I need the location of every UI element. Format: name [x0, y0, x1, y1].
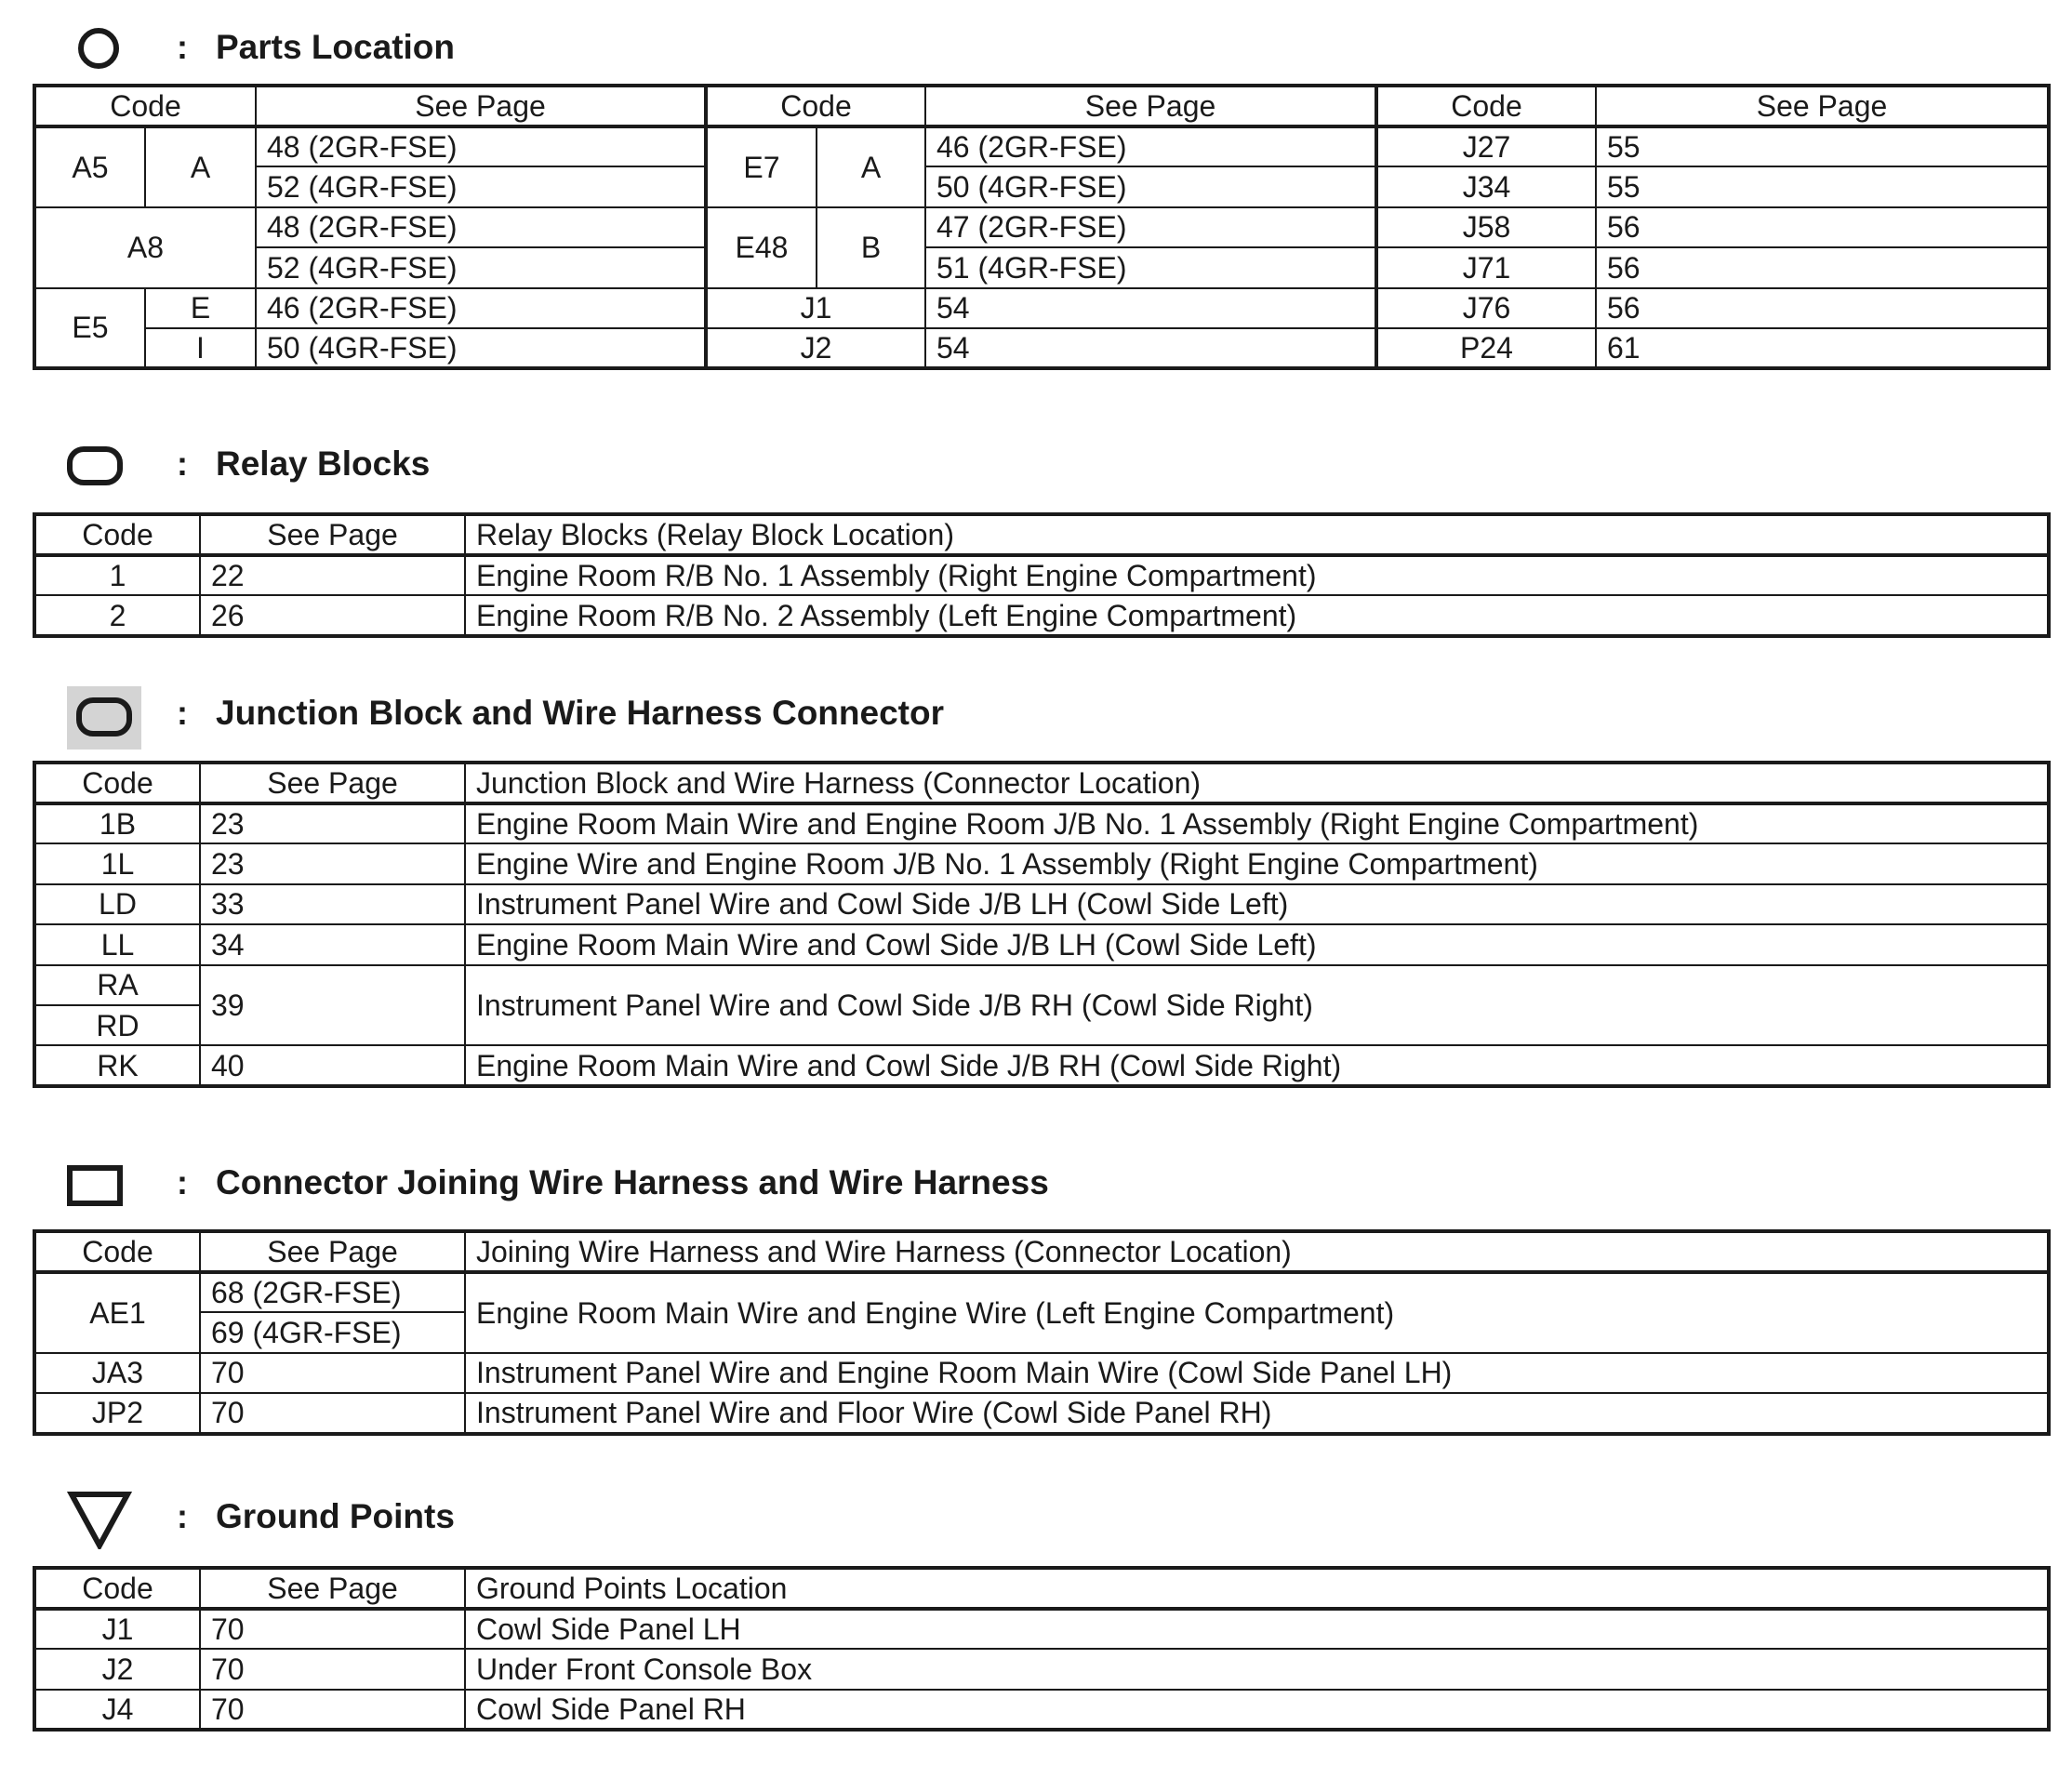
sub-code-cell: B: [817, 207, 925, 288]
page-cell: 23: [200, 843, 465, 883]
header-see-page: See Page: [256, 86, 706, 126]
page-cell: 46 (2GR-FSE): [925, 126, 1376, 166]
page-cell: 48 (2GR-FSE): [256, 126, 706, 166]
description-cell: Engine Room Main Wire and Engine Wire (Left Engine Compartment): [465, 1272, 2049, 1353]
page-cell: 48 (2GR-FSE): [256, 207, 706, 247]
code-cell: J1: [706, 288, 925, 328]
description-cell: Engine Room Main Wire and Cowl Side J/B LH (Cowl Side Left): [465, 924, 2049, 964]
rectangle-icon: [67, 1165, 123, 1206]
page-cell: 68 (2GR-FSE): [200, 1272, 465, 1312]
connector-table: [33, 1229, 2051, 1436]
table-row: [34, 1353, 2049, 1393]
description-cell: Engine Room Main Wire and Cowl Side J/B RH (Cowl Side Right): [465, 1045, 2049, 1085]
page-cell: 70: [200, 1393, 465, 1433]
circle-icon: [78, 28, 119, 69]
section-title: Ground Points: [216, 1497, 455, 1535]
code-cell: J27: [1376, 126, 1596, 166]
page-cell: 56: [1596, 207, 2049, 247]
header-code: Code: [34, 1231, 200, 1272]
header-description: Junction Block and Wire Harness (Connector Location): [465, 763, 2049, 803]
ground-points-heading: [0, 1490, 1302, 1546]
code-cell: 2: [34, 595, 200, 635]
junction-block-heading: [0, 686, 1302, 742]
table-row: [34, 247, 2049, 287]
code-cell: JA3: [34, 1353, 200, 1393]
page-cell: 55: [1596, 166, 2049, 206]
description-cell: Cowl Side Panel LH: [465, 1609, 2049, 1649]
page-cell: 61: [1596, 328, 2049, 368]
code-cell: J2: [706, 328, 925, 368]
colon: :: [177, 28, 188, 66]
table-row: [34, 1690, 2049, 1730]
code-cell: E48: [706, 207, 817, 288]
sub-code-cell: A: [145, 126, 256, 207]
sub-code-cell: A: [817, 126, 925, 207]
header-description: Relay Blocks (Relay Block Location): [465, 514, 2049, 555]
parts-location-table: [33, 84, 2051, 370]
description-cell: Instrument Panel Wire and Engine Room Main Wire (Cowl Side Panel LH): [465, 1353, 2049, 1393]
header-see-page: See Page: [200, 514, 465, 555]
page-cell: 33: [200, 884, 465, 924]
ground-points-table: [33, 1566, 2051, 1732]
code-cell: RA: [34, 965, 200, 1005]
header-code: Code: [34, 763, 200, 803]
section-title: Junction Block and Wire Harness Connector: [216, 694, 944, 732]
code-cell: AE1: [34, 1272, 200, 1353]
code-cell: J34: [1376, 166, 1596, 206]
description-cell: Instrument Panel Wire and Cowl Side J/B LH (Cowl Side Left): [465, 884, 2049, 924]
page-cell: 52 (4GR-FSE): [256, 247, 706, 287]
table-row: [34, 1272, 2049, 1312]
page-cell: 23: [200, 803, 465, 843]
code-cell: 1: [34, 555, 200, 595]
page-cell: 54: [925, 328, 1376, 368]
header-code: Code: [34, 1568, 200, 1609]
code-cell: 1B: [34, 803, 200, 843]
page-cell: 69 (4GR-FSE): [200, 1312, 465, 1352]
page-cell: 54: [925, 288, 1376, 328]
section-title: Relay Blocks: [216, 444, 431, 483]
header-see-page: See Page: [200, 1568, 465, 1609]
page-cell: 55: [1596, 126, 2049, 166]
table-row: [34, 166, 2049, 206]
header-code: Code: [34, 86, 256, 126]
header-code: Code: [706, 86, 925, 126]
page-cell: 56: [1596, 288, 2049, 328]
code-cell: J2: [34, 1649, 200, 1689]
table-row: [34, 1045, 2049, 1085]
code-cell: J76: [1376, 288, 1596, 328]
code-cell: J4: [34, 1690, 200, 1730]
code-cell: E5: [34, 288, 145, 369]
table-row: [34, 288, 2049, 328]
code-cell: LL: [34, 924, 200, 964]
description-cell: Cowl Side Panel RH: [465, 1690, 2049, 1730]
code-cell: 1L: [34, 843, 200, 883]
connector-heading: [0, 1156, 1302, 1212]
code-cell: E7: [706, 126, 817, 207]
page-cell: 70: [200, 1649, 465, 1689]
page-cell: 22: [200, 555, 465, 595]
description-cell: Engine Room R/B No. 1 Assembly (Right Engine Compartment): [465, 555, 2049, 595]
code-cell: P24: [1376, 328, 1596, 368]
junction-block-table: [33, 761, 2051, 1088]
shaded-rounded-rect-icon: [67, 686, 141, 750]
table-row: [34, 1609, 2049, 1649]
header-see-page: See Page: [1596, 86, 2049, 126]
page-cell: 50 (4GR-FSE): [925, 166, 1376, 206]
triangle-down-icon: [67, 1490, 132, 1549]
sub-code-cell: I: [145, 328, 256, 368]
colon: :: [177, 694, 188, 732]
page-cell: 26: [200, 595, 465, 635]
table-row: [34, 1649, 2049, 1689]
header-see-page: See Page: [925, 86, 1376, 126]
table-row: [34, 555, 2049, 595]
table-row: [34, 965, 2049, 1005]
code-cell: J58: [1376, 207, 1596, 247]
table-row: [34, 595, 2049, 635]
description-cell: Under Front Console Box: [465, 1649, 2049, 1689]
code-cell: J71: [1376, 247, 1596, 287]
page-cell: 47 (2GR-FSE): [925, 207, 1376, 247]
code-cell: RD: [34, 1005, 200, 1045]
code-cell: RK: [34, 1045, 200, 1085]
description-cell: Instrument Panel Wire and Floor Wire (Cowl Side Panel RH): [465, 1393, 2049, 1433]
relay-blocks-table: [33, 512, 2051, 638]
page-cell: 51 (4GR-FSE): [925, 247, 1376, 287]
description-cell: Engine Room Main Wire and Engine Room J/B No. 1 Assembly (Right Engine Compartment): [465, 803, 2049, 843]
header-description: Ground Points Location: [465, 1568, 2049, 1609]
section-title: Connector Joining Wire Harness and Wire Harness: [216, 1163, 1049, 1201]
header-code: Code: [34, 514, 200, 555]
header-see-page: See Page: [200, 1231, 465, 1272]
code-cell: J1: [34, 1609, 200, 1649]
relay-blocks-heading: [0, 437, 1302, 493]
page-cell: 50 (4GR-FSE): [256, 328, 706, 368]
description-cell: Engine Wire and Engine Room J/B No. 1 Assembly (Right Engine Compartment): [465, 843, 2049, 883]
table-row: [34, 1393, 2049, 1433]
header-description: Joining Wire Harness and Wire Harness (Connector Location): [465, 1231, 2049, 1272]
colon: :: [177, 1163, 188, 1201]
page-cell: 46 (2GR-FSE): [256, 288, 706, 328]
header-see-page: See Page: [200, 763, 465, 803]
table-row: [34, 843, 2049, 883]
page-cell: 70: [200, 1353, 465, 1393]
code-cell: A5: [34, 126, 145, 207]
table-row: [34, 328, 2049, 368]
colon: :: [177, 1497, 188, 1535]
table-row: [34, 924, 2049, 964]
section-title: Parts Location: [216, 28, 455, 66]
page-cell: 40: [200, 1045, 465, 1085]
table-row: [34, 884, 2049, 924]
code-cell: LD: [34, 884, 200, 924]
page-cell: 52 (4GR-FSE): [256, 166, 706, 206]
page-cell: 56: [1596, 247, 2049, 287]
table-row: [34, 126, 2049, 166]
code-cell: A8: [34, 207, 256, 288]
description-cell: Instrument Panel Wire and Cowl Side J/B RH (Cowl Side Right): [465, 965, 2049, 1046]
page-cell: 70: [200, 1609, 465, 1649]
table-row: [34, 803, 2049, 843]
description-cell: Engine Room R/B No. 2 Assembly (Left Engine Compartment): [465, 595, 2049, 635]
parts-location-heading: [0, 20, 1302, 76]
colon: :: [177, 444, 188, 483]
code-cell: JP2: [34, 1393, 200, 1433]
table-row: [34, 207, 2049, 247]
rounded-rect-icon: [67, 446, 123, 485]
sub-code-cell: E: [145, 288, 256, 328]
page-cell: 70: [200, 1690, 465, 1730]
header-code: Code: [1376, 86, 1596, 126]
page-cell: 34: [200, 924, 465, 964]
page-cell: 39: [200, 965, 465, 1046]
